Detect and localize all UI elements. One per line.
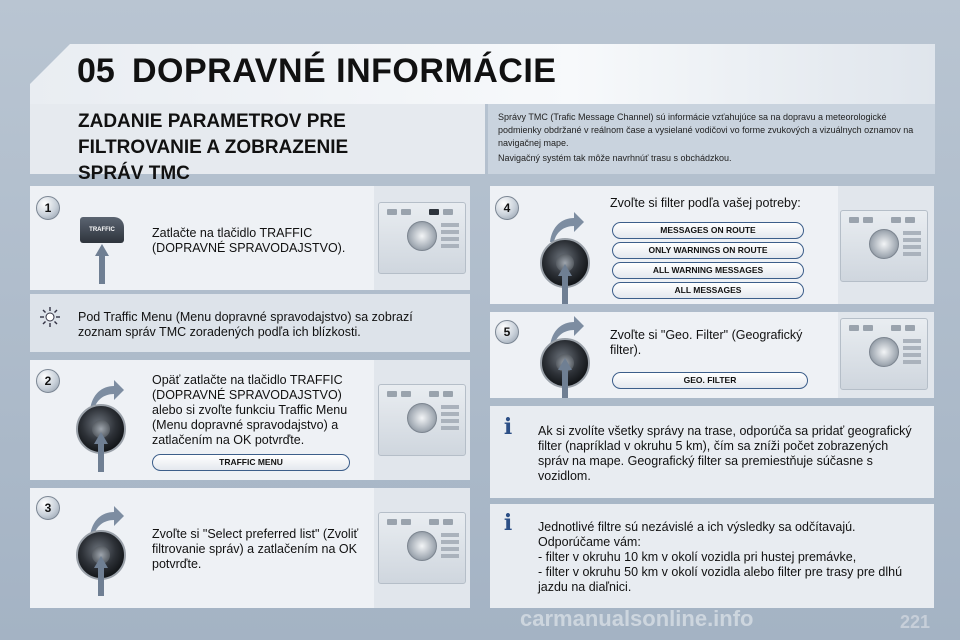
info-text-2 [538,520,928,595]
traffic-button-illustration: TRAFFIC [80,217,124,243]
up-arrow-icon [94,432,108,472]
traffic-menu-option[interactable]: TRAFFIC MENU [152,454,350,471]
step-text-line: alebo si zvoľte funkciu Traffic Menu [152,403,348,417]
step-text-line: zatlačením na OK potvrďte. [152,433,305,447]
info-text-line: vozidlom. [538,469,591,483]
step-text-line: Opäť zatlačte na tlačidlo TRAFFIC [152,373,343,387]
step-text-line: potvrďte. [152,557,202,571]
step-text-line: (DOPRAVNÉ SPRAVODAJSTVO). [152,241,346,255]
chapter-number: 05 [77,52,115,90]
section-heading-line: SPRÁV TMC [78,163,190,184]
info-icon: i [503,414,513,440]
note-text-line: Pod Traffic Menu (Menu dopravné spravodajstvo) sa zobrazí [78,310,413,324]
step-1-text [152,226,377,256]
info-text-line: správ na mape. Geografický filter sa premiestňuje súčasne s [538,454,873,468]
watermark: carmanualsonline.info [520,606,754,631]
sun-icon [40,307,60,327]
radio-unit-icon [378,202,466,274]
intro-text [498,111,928,165]
radio-unit-icon [840,210,928,282]
info-text-line: - filter v okruhu 50 km v okolí vozidla alebo filter pre trasy pre dlhú [538,565,903,579]
note-text [78,310,458,340]
info-icon: i [503,510,513,536]
filter-option-all-messages[interactable]: ALL MESSAGES [612,282,804,299]
intro-paragraph: Navigačný systém tak môže navrhnúť trasu s obchádzkou. [498,153,732,163]
section-heading-line: ZADANIE PARAMETROV PRE [78,111,346,132]
radio-unit-icon [840,318,928,390]
up-arrow-icon [558,264,572,304]
step-text-line: Zvoľte si "Select preferred list" (Zvoliť [152,527,359,541]
filter-option-messages-on-route[interactable]: MESSAGES ON ROUTE [612,222,804,239]
step-5-badge: 5 [495,320,519,344]
info-text-line: - filter v okruhu 10 km v okolí vozidla pri hustej premávke, [538,550,857,564]
filter-option-all-warning-messages[interactable]: ALL WARNING MESSAGES [612,262,804,279]
intro-paragraph: Správy TMC (Trafic Message Channel) sú informácie vzťahujúce sa na dopravu a meteorologické podmienky obdržané v reálnom čase a vysielané vodičovi vo forme zvukových a vizuálnych oznamov na navigačnej mape. [498,112,914,148]
info-text-line: jazdu na diaľnici. [538,580,632,594]
info-text-line: filter (napríklad v okruhu 5 km), čím sa zníži počet zobrazených [538,439,889,453]
info-text-line: Jednotlivé filtre sú nezávislé a ich výsledky sa odčítavajú. [538,520,856,534]
step-text-line: (Menu dopravné spravodajstvo) a [152,418,339,432]
page-title: DOPRAVNÉ INFORMÁCIE [132,52,557,90]
step-3-badge: 3 [36,496,60,520]
step-text-line: filter). [610,343,642,357]
radio-unit-icon [378,384,466,456]
step-text-line: filtrovanie správ) a zatlačením na OK [152,542,357,556]
step-text-line: Zvoľte si "Geo. Filter" (Geografický [610,328,803,342]
section-heading [78,109,478,187]
filter-option-only-warnings-on-route[interactable]: ONLY WARNINGS ON ROUTE [612,242,804,259]
step-2-text [152,373,377,448]
step-1-badge: 1 [36,196,60,220]
note-text-line: zoznam správ TMC zoradených podľa ich blízkosti. [78,325,361,339]
up-arrow-icon [94,556,108,596]
step-3-text [152,527,377,572]
radio-unit-icon [378,512,466,584]
info-text-1 [538,424,928,484]
step-text-line: Zatlačte na tlačidlo TRAFFIC [152,226,313,240]
step-text-line: (DOPRAVNÉ SPRAVODAJSTVO) [152,388,342,402]
page-number: 221 [899,612,930,632]
info-text-line: Ak si zvolíte všetky správy na trase, odporúča sa pridať geografický [538,424,912,438]
step-2-badge: 2 [36,369,60,393]
up-arrow-icon [558,358,572,398]
step-4-text: Zvoľte si filter podľa vašej potreby: [610,196,801,210]
step-5-text [610,328,830,358]
up-arrow-icon [95,244,109,284]
step-4-badge: 4 [495,196,519,220]
info-text-line: Odporúčame vám: [538,535,641,549]
geo-filter-option[interactable]: GEO. FILTER [612,372,808,389]
section-heading-line: FILTROVANIE A ZOBRAZENIE [78,137,349,158]
